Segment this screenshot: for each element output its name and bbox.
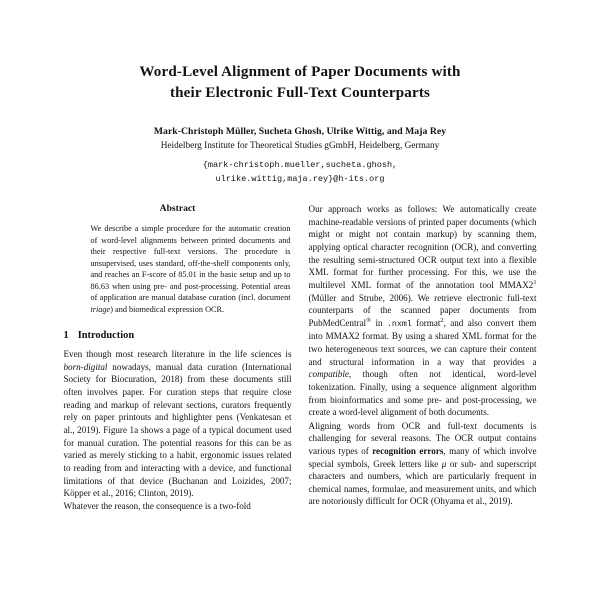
right-p1-part-3: in [371, 317, 387, 328]
intro-p1-part-1: Even though most research literature in the life sciences is [63, 349, 292, 359]
section-number: 1 [63, 330, 69, 341]
right-p2-part-1: Aligning words from OCR and full-text documents is challenging for several reasons. The OCR output contains various types of [308, 420, 537, 456]
right-p1-part-2: (Müller and Strube, 2006). We retrieve electronic full-text counterparts of the scanned paper documents from PubMedCentral [308, 292, 537, 328]
left-column [64, 203, 292, 513]
email-addresses [88, 159, 512, 187]
right-p1-part-4: format [411, 317, 441, 328]
email-line-1: {mark-christoph.mueller,sucheta.ghosh, [202, 159, 398, 170]
affiliation: Heidelberg Institute for Theoretical Studies gGmbH, Heidelberg, Germany [160, 140, 440, 151]
right-column [309, 203, 537, 513]
footnote-marker-1: 1 [533, 278, 537, 286]
title-line-2: their Electronic Full-Text Counterparts [169, 85, 431, 102]
right-italic-compatible: compatible [308, 369, 349, 380]
section-heading-introduction [64, 330, 292, 341]
right-p2-part-2: , many of which involve special symbols, Greek letters like [308, 445, 537, 469]
registered-trademark-symbol: ® [366, 316, 372, 324]
right-bold-recognition-errors: recognition errors [372, 445, 444, 456]
abstract-part-1: We describe a simple procedure for the automatic creation of word-level alignments between printed documents and their respective full-text versions. The procedure is unsupervised, uses standard, off-the-shelf components only, and reaches an F-score of 85.01 in the basic setup and up to 86.63 when using pre- and post-processing. Potential areas of application are manual database curation (incl. document [90, 224, 291, 302]
abstract-heading: Abstract [159, 203, 196, 214]
footnote-marker-2: 2 [440, 316, 444, 324]
abstract-italic-triage: triage [90, 304, 111, 314]
intro-p1-part-2: nowadays, manual data curation (International Society for Biocuration, 2018) from these documents still often involves paper. For curation steps that require close reading and markup of relevant sections, curators frequently rely on paper printouts and highlighter pens (Venkatesan et al., 2019). Figure 1a shows a page of a typical document used for manual curation. The potential reasons for this can be as varied as merely sticking to a habit, ergonomic issues related to reading from and interacting with a device, and functional limitations of that device (Buchanan and Loizides, 2007; Köpper et al., 2016; Clinton, 2019). [63, 361, 292, 499]
right-paragraph-1 [309, 203, 537, 419]
title-line-1: Word-Level Alignment of Paper Documents with [139, 64, 461, 80]
title-block [0, 0, 600, 186]
right-p1-part-1: Our approach works as follows: We automatically create machine-readable versions of printed paper documents (which might or might not contain markup) by scanning them, applying optical character recognition (OCR), and converting the resulting semi-structured OCR output text into a flexible XML format for further processing. For this, we use the multilevel XML format of the annotation tool MMAX2 [308, 204, 537, 290]
right-p1-part-6: , though often not identical, word-level tokenization. Finally, using a sequence alignment algorithm from bioinformatics and some pre- and post-processing, we create a word-level alignment of both documents. [308, 369, 537, 418]
nxml-code: .nxml [386, 319, 412, 329]
authors-block [88, 125, 512, 186]
right-p2-part-3: or sub- and superscript characters and numbers, which are particularly frequent in chemical names, formulae, and measurement units, and which are notoriously difficult for OCR (Ohyama et al., 2019). [308, 458, 537, 507]
section-title: Introduction [77, 330, 135, 341]
right-p1-part-5: , and also convert them into MMAX2 format. By using a shared XML format for the two heterogeneous text sources, we can capture their content and structural information in a way that provides a [308, 317, 537, 367]
abstract-text [64, 223, 292, 315]
page-title [88, 62, 512, 105]
intro-paragraph-2: Whatever the reason, the consequence is a two-fold [63, 501, 251, 512]
author-list: Mark-Christoph Müller, Sucheta Ghosh, Ulrike Wittig, and Maja Rey [153, 125, 447, 137]
abstract-part-2: ) and biomedical expression OCR. [110, 304, 225, 314]
greek-letter-mu: μ [441, 458, 447, 469]
right-paragraph-2 [309, 420, 537, 509]
intro-paragraph-1 [64, 348, 292, 500]
intro-italic-born-digital: born-digital [63, 361, 108, 372]
two-column-body [0, 203, 600, 513]
email-line-2: ulrike.wittig,maja.rey}@h-its.org [215, 173, 385, 184]
